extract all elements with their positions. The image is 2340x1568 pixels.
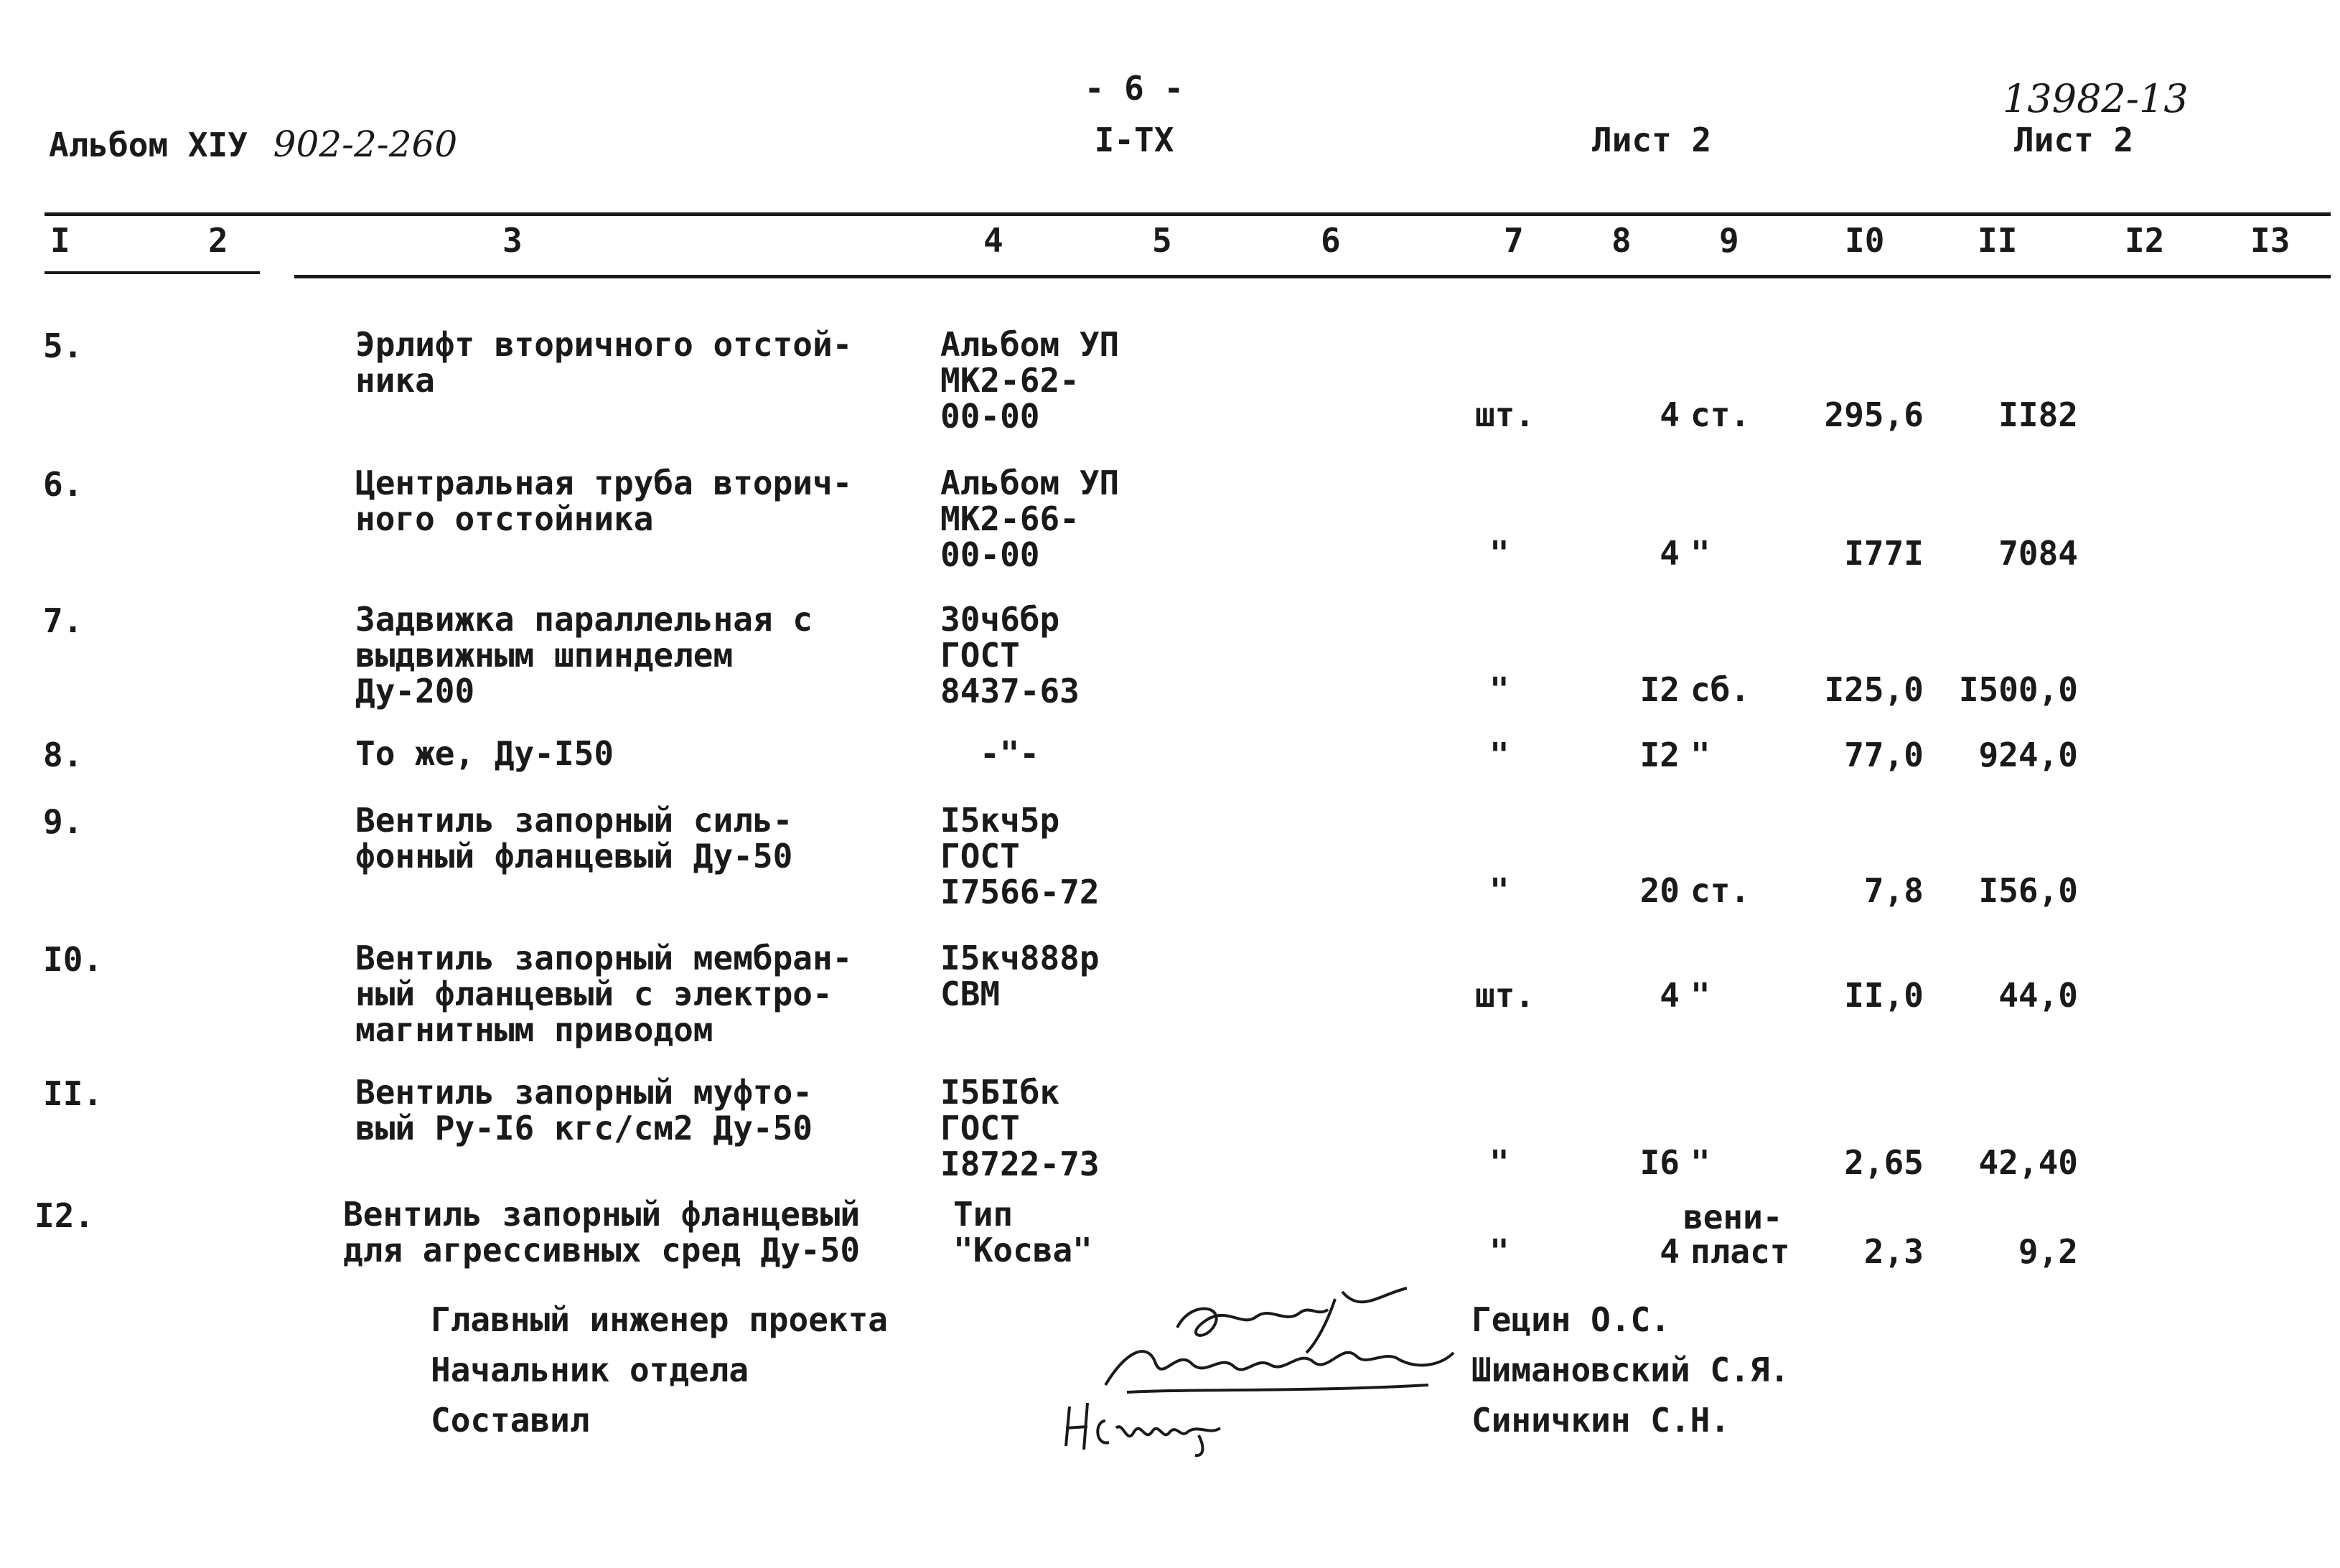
item-document-line: ГОСТ: [940, 837, 1020, 875]
item-name-line: Задвижка параллельная с: [355, 600, 813, 639]
signature-role: Составил: [431, 1401, 590, 1440]
unit-price: 7,8: [1863, 871, 1924, 910]
page-number: - 6 -: [1084, 69, 1184, 108]
row-number: 7.: [43, 601, 83, 640]
item-name: [355, 601, 813, 709]
item-document: [940, 465, 1119, 573]
quantity-unit: ": [1690, 534, 1710, 573]
item-name-line: Центральная труба вторич-: [355, 464, 853, 502]
item-name-line: Эрлифт вторичного отстой-: [355, 325, 853, 364]
item-document-line: 8437-63: [940, 672, 1080, 710]
quantity-unit: ст.: [1690, 871, 1751, 910]
sheet-label-middle: Лист 2: [1592, 121, 1712, 159]
item-name-line: ного отстойника: [355, 499, 654, 538]
row-number: II.: [43, 1074, 103, 1113]
column-header: 8: [1611, 221, 1632, 260]
total-price: 7084: [1998, 534, 2078, 573]
item-document: [940, 940, 1100, 1012]
item-name: [343, 1196, 860, 1268]
header-rule-top: [45, 212, 2331, 216]
signature-person: Гецин О.С.: [1471, 1300, 1670, 1339]
document-code: 13982-13: [2003, 76, 2189, 121]
header-rule-bottom-left: [45, 271, 260, 274]
item-document-line: Альбом УП: [940, 464, 1120, 502]
unit: ": [1489, 534, 1510, 573]
column-header: 7: [1504, 221, 1524, 260]
signature-role: Начальник отдела: [431, 1351, 749, 1389]
item-name-line: Вентиль запорный силь-: [355, 801, 793, 840]
item-name-line: ника: [355, 361, 435, 400]
item-document: [953, 1196, 1092, 1268]
unit: ": [1489, 1232, 1510, 1271]
row-number: 8.: [43, 736, 83, 774]
item-name: [355, 465, 852, 537]
item-document-line: I5кч888р: [940, 939, 1100, 977]
unit-price: 77,0: [1844, 736, 1924, 774]
album-label: [49, 123, 457, 165]
column-header: 4: [983, 221, 1003, 260]
quantity-unit: ст.: [1690, 395, 1751, 434]
album-prefix: Альбом XIУ: [49, 126, 248, 164]
unit-price: 2,3: [1863, 1232, 1924, 1271]
column-header: 6: [1321, 221, 1341, 260]
album-number: 902-2-260: [273, 123, 458, 165]
item-document-line: СВМ: [940, 975, 1001, 1013]
quantity-unit: ": [1690, 736, 1710, 774]
unit-price: 295,6: [1824, 395, 1924, 434]
item-name-line: фонный фланцевый Ду-50: [355, 837, 793, 875]
section-code: I-TX: [1094, 121, 1174, 159]
quantity: I2: [1639, 736, 1680, 774]
item-name: [355, 736, 614, 771]
item-document-line: ГОСТ: [940, 636, 1020, 675]
total-price: 42,40: [1978, 1143, 2078, 1182]
unit-price: II,0: [1844, 976, 1924, 1015]
item-document-line: I5БIбк: [940, 1073, 1060, 1112]
item-name: [355, 802, 792, 874]
signature-role: Главный инженер проекта: [431, 1300, 888, 1339]
row-number: I2.: [34, 1196, 95, 1235]
item-name-line: ный фланцевый с электро-: [355, 975, 833, 1013]
item-name-line: Вентиль запорный муфто-: [355, 1073, 813, 1112]
column-header: I3: [2250, 221, 2290, 260]
item-name-line: Вентиль запорный фланцевый: [343, 1195, 861, 1234]
row-number: 6.: [43, 465, 83, 504]
quantity-unit: пласт: [1690, 1232, 1790, 1271]
signature-person: Синичкин С.Н.: [1471, 1401, 1731, 1440]
item-name-line: То же, Ду-I50: [355, 734, 614, 773]
item-document-line: МК2-66-: [940, 499, 1080, 538]
item-document-line: I8722-73: [940, 1145, 1100, 1183]
total-price: II82: [1998, 395, 2078, 434]
unit-price: I25,0: [1824, 670, 1924, 709]
item-document-line: 30ч6бр: [940, 600, 1060, 639]
total-price: I500,0: [1958, 670, 2078, 709]
quantity-unit: ": [1690, 976, 1710, 1015]
item-document-line: Альбом УП: [940, 325, 1120, 364]
row-number: 5.: [43, 327, 83, 365]
item-document-line: -"-: [980, 734, 1040, 773]
item-document: [940, 1074, 1100, 1182]
total-price: I56,0: [1978, 871, 2078, 910]
column-header: I2: [2125, 221, 2165, 260]
header-rule-bottom: [294, 275, 2331, 278]
column-header: I0: [1845, 221, 1885, 260]
item-document-line: I5кч5р: [940, 801, 1060, 840]
unit: шт.: [1475, 395, 1535, 434]
item-document-line: Тип: [953, 1195, 1014, 1234]
quantity: 20: [1639, 871, 1680, 910]
signature-person: Шимановский С.Я.: [1471, 1351, 1790, 1389]
unit-price: I77I: [1844, 534, 1924, 573]
quantity: I2: [1639, 670, 1680, 709]
item-name: [355, 327, 852, 398]
item-document: [940, 601, 1080, 709]
unit: ": [1489, 736, 1510, 774]
item-name-line: Вентиль запорный мембран-: [355, 939, 853, 977]
item-document-line: МК2-62-: [940, 361, 1080, 400]
unit: ": [1489, 871, 1510, 910]
total-price: 44,0: [1998, 976, 2078, 1015]
item-document: [940, 802, 1100, 910]
item-name-line: для агрессивных сред Ду-50: [343, 1231, 861, 1269]
unit-price: 2,65: [1844, 1143, 1924, 1182]
item-document-line: ГОСТ: [940, 1109, 1020, 1147]
total-price: 9,2: [2018, 1232, 2078, 1271]
column-header: I: [50, 221, 70, 260]
unit: ": [1489, 670, 1510, 709]
quantity-unit: ": [1690, 1143, 1710, 1182]
quantity-unit-top: вени-: [1683, 1198, 1783, 1236]
item-name-line: вый Ру-I6 кгс/см2 Ду-50: [355, 1109, 813, 1147]
quantity: 4: [1660, 395, 1680, 434]
column-header: 2: [208, 221, 228, 260]
item-document-line: 00-00: [940, 535, 1040, 574]
sheet-label-right: Лист 2: [2014, 121, 2134, 159]
quantity: 4: [1660, 1232, 1680, 1271]
item-document-line: I7566-72: [940, 873, 1100, 911]
item-name: [355, 940, 852, 1048]
item-document: [980, 736, 1039, 771]
column-header: 5: [1152, 221, 1172, 260]
unit: шт.: [1475, 976, 1535, 1015]
column-header: 9: [1719, 221, 1739, 260]
unit: ": [1489, 1143, 1510, 1182]
row-number: I0.: [43, 940, 103, 979]
quantity-unit: сб.: [1690, 670, 1751, 709]
item-name-line: магнитным приводом: [355, 1010, 713, 1049]
column-header: II: [1978, 221, 2018, 260]
quantity: I6: [1639, 1143, 1680, 1182]
item-name-line: выдвижным шпинделем: [355, 636, 734, 675]
quantity: 4: [1660, 534, 1680, 573]
item-document-line: "Косва": [953, 1231, 1092, 1269]
total-price: 924,0: [1978, 736, 2078, 774]
signature-sinichkin: [1055, 1392, 1242, 1457]
item-name: [355, 1074, 813, 1146]
item-name-line: Ду-200: [355, 672, 475, 710]
row-number: 9.: [43, 802, 83, 841]
quantity: 4: [1660, 976, 1680, 1015]
item-document: [940, 327, 1119, 434]
item-document-line: 00-00: [940, 397, 1040, 436]
column-header: 3: [502, 221, 523, 260]
